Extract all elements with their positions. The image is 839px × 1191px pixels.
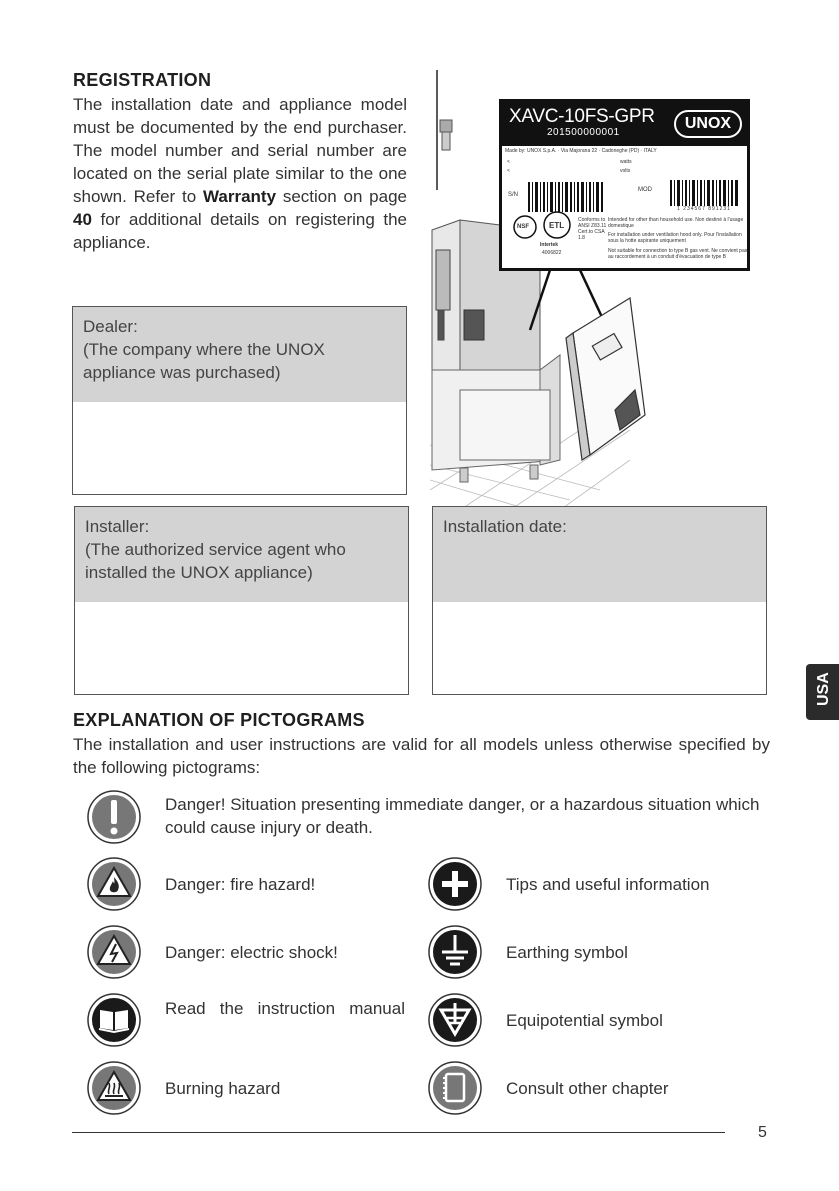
footer-divider [72,1132,725,1133]
read-manual-text: Read the instruction manual [165,999,405,1018]
installation-date-header [433,507,766,602]
plate-intended: Intended for other than household use. Non destiné à l'usage domestique [608,217,744,229]
page-reference: 40 [73,210,92,229]
registration-text-part: The installation date and appliance model must be documented by the end purchaser. The model number and serial number are located on the serial plate similar to the one shown. Refer to [73,95,407,206]
page-number: 5 [758,1124,767,1141]
earthing-text: Earthing symbol [506,943,628,962]
plate-sn-label: S/N [508,192,519,198]
plate-lt-2: < [507,168,510,174]
plate-lt-1: < [507,159,510,165]
dealer-box [72,306,407,495]
installer-header [75,507,408,602]
equipotential-text: Equipotential symbol [506,1011,663,1030]
dealer-title: Dealer: [83,317,138,336]
electric-shock-icon [87,925,141,979]
usa-side-tab-label: USA [815,672,832,706]
consult-chapter-icon [428,1061,482,1115]
intertek-number: 4006822 [542,250,562,256]
plate-mod-label: MOD [638,187,652,193]
usa-side-tab [806,664,839,720]
tips-plus-icon [428,857,482,911]
installer-description: (The authorized service agent who installed the UNOX appliance) [85,540,346,582]
sn-barcode [528,182,606,212]
intertek-label: Intertek [540,242,559,248]
danger-exclamation-icon [87,790,141,844]
registration-text [73,93,407,254]
burning-hazard-icon [87,1061,141,1115]
danger-text: Danger! Situation presenting immediate danger, or a hazardous situation which could cause injury or death. [165,795,760,837]
plate-conforms: Conforms to ANSI Z83.11 Cert.to CSA 1.8 [578,217,607,241]
plate-gas-note: Not suitable for connection to type B gas vent. Ne convient pas au raccordement à un conduit d'évacuation de type B [608,248,748,260]
dealer-description: (The company where the UNOX appliance was purchased) [83,340,325,382]
consult-chapter-text: Consult other chapter [506,1079,669,1098]
equipotential-icon [428,993,482,1047]
plate-install-note: For installation under ventilation hood only. Pour l'installation sous la hotte aspirante uniquement [608,232,742,244]
fire-hazard-text: Danger: fire hazard! [165,875,316,894]
plate-serial: 201500000001 [547,127,620,138]
installation-date-title: Installation date: [443,517,567,536]
barcode-digits: 1 234567 891231 [677,206,731,212]
dealer-entry-area[interactable] [73,402,406,494]
burning-hazard-text: Burning hazard [165,1079,281,1098]
tips-text: Tips and useful information [506,875,710,894]
installation-date-box [432,506,767,695]
unox-logo: UNOX [674,110,742,138]
installer-entry-area[interactable] [75,602,408,694]
plate-watts: watts [620,159,632,165]
installer-title: Installer: [85,517,150,536]
read-manual-icon [87,993,141,1047]
electric-shock-text: Danger: electric shock! [165,943,338,962]
nsf-label: NSF [517,224,529,230]
pictograms-heading: EXPLANATION OF PICTOGRAMS [73,710,365,730]
plate-volts: volts [620,168,631,174]
installation-date-entry-area[interactable] [433,602,766,694]
earthing-icon [428,925,482,979]
plate-model: XAVC-10FS-GPR [509,106,655,127]
installer-box [74,506,409,695]
dealer-header [73,307,406,402]
fire-hazard-icon [87,857,141,911]
registration-heading: REGISTRATION [73,70,212,90]
registration-text-part: for additional details on registering the appliance. [73,210,407,252]
serial-plate [499,99,750,271]
warranty-keyword: Warranty [202,187,277,206]
etl-label: ETL [549,221,565,230]
plate-made-by: Made by: UNOX S.p.A. · Via Majorana 22 · Cadoneghe (PD) · ITALY [505,148,657,154]
registration-text-part: section on page [276,187,408,206]
pictograms-intro: The installation and user instructions are valid for all models unless otherwise specified by the following pictograms: [73,735,770,777]
